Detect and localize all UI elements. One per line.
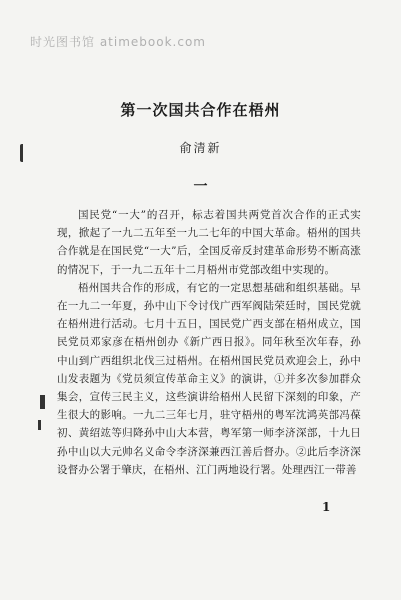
page-number: 1 bbox=[322, 500, 331, 514]
margin-mark bbox=[40, 395, 45, 409]
paragraph: 梧州国共合作的形成，有它的一定思想基础和组织基础。早在一九二一年夏，孙中山下令讨伐广西军阀陆荣廷时，国民党就在梧州进行活动。七月十五日，国民党广西支部在梧州成立，国民党员邓家彦在梧州创办《新广西日报》。同年秋至次年春，孙中山到广西组织北伐三过梧州。在梧州国民党员欢迎会上，孙中山发表题为《党员须宣传革命主义》的演讲，①并多次参加群众集会，宣传三民主义，这些演讲给梧州人民留下深刻的印象，产生很大的影响。一九二三年七月，驻守梧州的粤军沈鸿英部冯葆初、黄绍竑等归降孙中山大本营，粤军第一师李济深部，十九日孙中山以大元帅名义命令李济深兼西江善后督办。②此后李济深设督办公署于肇庆，在梧州、江门两地设行署。处理西江一带善 bbox=[57, 281, 361, 476]
body-text bbox=[57, 206, 361, 479]
watermark: 时光图书馆 atimebook.com bbox=[30, 35, 206, 49]
section-number: 一 bbox=[193, 179, 208, 195]
page-title: 第一次国共合作在梧州 bbox=[120, 101, 281, 119]
author: 俞清新 bbox=[179, 141, 222, 155]
paragraph: 国民党“一大”的召开，标志着国共两党首次合作的正式实现，掀起了一九二五年至一九二七年的中国大革命。梧州的国共合作就是在国民党“一大”后，全国反帝反封建革命形势不断高涨的情况下，于一九二五年十二月梧州市党部改组中实现的。 bbox=[57, 209, 361, 276]
margin-mark bbox=[38, 420, 41, 430]
